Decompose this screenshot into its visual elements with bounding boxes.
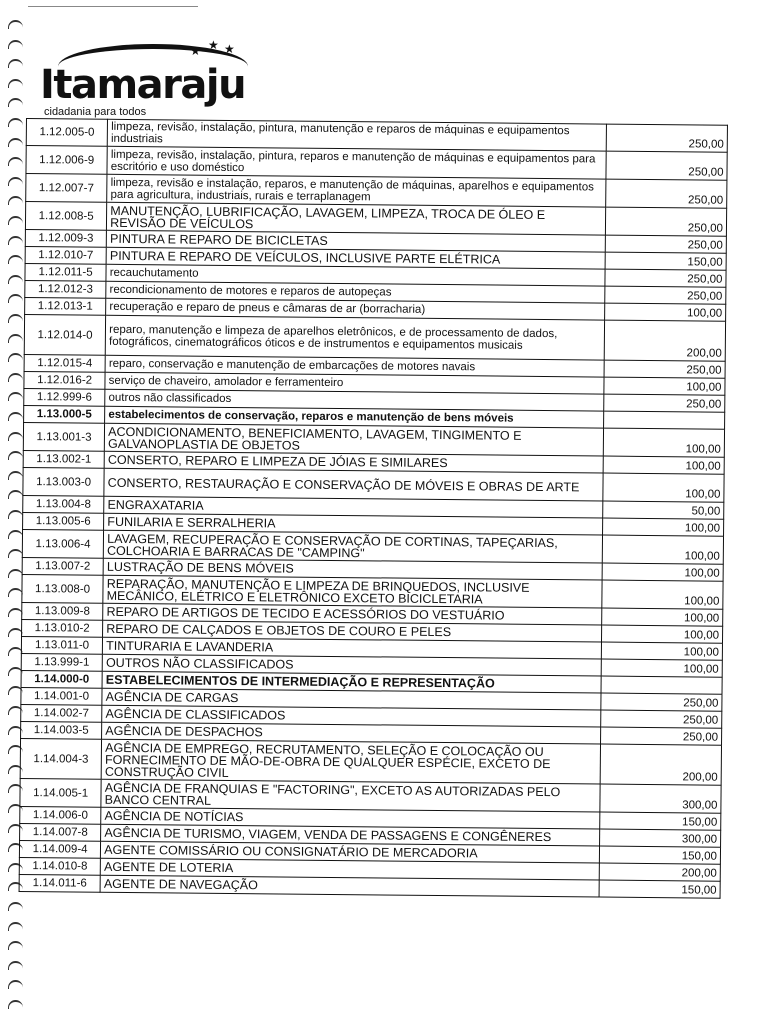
binding-ring [8,40,23,49]
description-cell: PINTURA E REPARO DE VEÍCULOS, INCLUSIVE PARTE ELÉTRICA [106,247,605,269]
description-cell: LAVAGEM, RECUPERAÇÃO E CONSERVAÇÃO DE CORTINAS, TAPEÇARIAS, COLCHOARIA E BARRACAS DE "CAMPING" [103,530,602,563]
value-cell: 100,00 [602,518,724,536]
binding-ring [8,216,23,225]
value-cell: 300,00 [599,829,721,847]
code-cell: 1.13.006-4 [22,529,103,558]
code-cell: 1.14.003-5 [21,721,102,739]
code-cell: 1.14.010-8 [19,857,100,875]
binding-ring [8,530,23,539]
binding-ring [8,549,23,558]
code-cell: 1.14.011-6 [19,874,100,892]
binding-ring [8,177,23,186]
value-cell: 300,00 [600,784,722,813]
code-cell: 1.13.004-8 [23,495,104,513]
value-cell: 100,00 [602,535,724,564]
binding-ring [8,157,23,166]
code-cell: 1.13.007-2 [22,557,103,575]
value-cell: 100,00 [601,580,723,609]
code-cell: 1.14.007-8 [20,823,101,841]
binding-ring [8,1000,23,1009]
description-cell: TINTURARIA E LAVANDERIA [103,637,602,659]
code-cell: 1.12.006-9 [26,146,107,175]
code-cell: 1.12.015-4 [24,354,105,372]
description-cell: AGÊNCIA DE DESPACHOS [102,722,601,744]
table-row [20,738,721,785]
description-cell: CONSERTO, REPARO E LIMPEZA DE JÓIAS E SIMILARES [104,451,603,473]
description-cell: estabelecimentos de conservação, reparos e manutenção de bens móveis [105,406,604,428]
description-cell: AGÊNCIA DE CARGAS [102,688,601,710]
description-cell: OUTROS NÃO CLASSIFICADOS [102,654,601,676]
table-row [24,314,725,361]
binding-ring [8,236,23,245]
code-cell: 1.12.013-1 [25,297,106,315]
description-cell: AGENTE DE NAVEGAÇÃO [100,875,599,897]
code-cell: 1.13.001-3 [23,422,104,451]
value-cell: 200,00 [604,320,726,361]
star-icon: ★ [208,38,219,52]
code-cell: 1.14.000-0 [21,670,102,688]
code-cell: 1.13.999-1 [21,653,102,671]
value-cell: 250,00 [600,710,722,728]
description-cell: recuperação e reparo de pneus e câmaras de ar (borracharia) [106,298,605,320]
description-cell: AGÊNCIA DE EMPREGO, RECRUTAMENTO, SELEÇÃO E COLOCAÇÃO OU FORNECIMENTO DE MÃO-DE-OBRA DE QUALQUER ESPÉCIE, EXCETO DE CONSTRUÇÃO CIVIL [101,739,600,784]
description-cell: limpeza, revisão e instalação, reparos, e manutenção de máquinas, aparelhos e equipamentos para agricultura, industriais, rurais e terraplanagem [107,174,606,207]
code-cell: 1.13.009-8 [22,602,103,620]
binding-ring [8,59,23,68]
value-cell: 150,00 [599,812,721,830]
description-cell: AGENTE COMISSÁRIO OU CONSIGNATÁRIO DE MERCADORIA [101,841,600,863]
description-cell: AGENTE DE LOTERIA [100,858,599,880]
star-icon: ★ [224,42,235,56]
code-cell: 1.12.016-2 [24,371,105,389]
binding-ring [8,20,23,29]
value-cell: 200,00 [599,863,721,881]
value-cell: 250,00 [605,235,727,253]
description-cell: REPARO DE ARTIGOS DE TECIDO E ACESSÓRIOS DO VESTUÁRIO [103,603,602,625]
binding-ring [8,510,23,519]
code-cell: 1.14.004-3 [20,738,102,779]
value-cell: 250,00 [600,693,722,711]
description-cell: limpeza, revisão, instalação, pintura, reparos e manutenção de máquinas e equipamentos para escritório e uso doméstico [107,146,606,179]
code-cell: 1.12.008-5 [25,202,106,231]
binding-ring [8,392,23,401]
value-cell: 100,00 [601,659,723,677]
binding-ring [8,353,23,362]
description-cell: recondicionamento de motores e reparos de autopeças [106,281,605,303]
code-cell: 1.13.010-2 [22,619,103,637]
code-cell: 1.12.009-3 [25,229,106,247]
code-cell: 1.12.010-7 [25,246,106,264]
binding-ring [8,196,23,205]
code-cell: 1.14.005-1 [20,778,101,807]
description-cell: PINTURA E REPARO DE BICICLETAS [106,230,605,252]
binding-ring [8,471,23,480]
code-cell: 1.13.000-5 [24,405,105,423]
value-cell: 100,00 [602,473,724,502]
value-cell: 200,00 [600,744,722,785]
description-cell: AGÊNCIA DE FRANQUIAS E "FACTORING", EXCETO AS AUTORIZADAS PELO BANCO CENTRAL [101,779,600,812]
binding-ring [8,451,23,460]
fee-table [19,118,728,899]
value-cell: 100,00 [603,428,725,457]
code-cell: 1.14.006-0 [20,806,101,824]
binding-ring [8,941,23,950]
value-cell: 150,00 [599,846,721,864]
description-cell: ACONDICIONAMENTO, BENEFICIAMENTO, LAVAGEM, TINGIMENTO E GALVANOPLASTIA DE OBJETOS [105,423,604,456]
description-cell: AGÊNCIA DE TURISMO, VIAGEM, VENDA DE PASSAGENS E CONGÊNERES [101,824,600,846]
description-cell: serviço de chaveiro, amolador e ferramenteiro [105,372,604,394]
description-cell: LUSTRAÇÃO DE BENS MÓVEIS [103,558,602,580]
description-cell: FUNILARIA E SERRALHERIA [104,513,603,535]
logo-tagline: cidadania para todos [44,106,147,118]
value-cell: 250,00 [604,286,726,304]
binding-ring [8,902,23,911]
code-cell: 1.12.999-6 [24,388,105,406]
description-cell: outros não classificados [105,389,604,411]
value-cell: 250,00 [605,207,727,236]
value-cell: 150,00 [599,880,721,898]
description-cell: CONSERTO, RESTAURAÇÃO E CONSERVAÇÃO DE MÓVEIS E OBRAS DE ARTE [104,468,603,501]
binding-ring [8,334,23,343]
code-cell: 1.13.005-6 [23,512,104,530]
value-cell: 50,00 [602,501,724,519]
binding-ring [8,412,23,421]
code-cell: 1.12.005-0 [26,119,107,147]
code-cell: 1.12.011-5 [25,263,106,281]
value-cell: 100,00 [604,303,726,321]
value-cell: 100,00 [601,625,723,643]
value-cell: 250,00 [606,124,728,152]
description-cell: ESTABELECIMENTOS DE INTERMEDIAÇÃO E REPRESENTAÇÃO [102,671,601,693]
binding-ring [8,980,23,989]
value-cell: 250,00 [603,394,725,412]
binding-ring [8,490,23,499]
binding-ring [8,255,23,264]
description-cell: ENGRAXATARIA [104,496,603,518]
value-cell: 250,00 [605,179,727,208]
code-cell: 1.13.008-0 [22,574,103,603]
binding-ring [8,138,23,147]
description-cell: AGÊNCIA DE CLASSIFICADOS [102,705,601,727]
code-cell: 1.12.007-7 [26,174,107,203]
value-cell: 150,00 [605,252,727,270]
municipal-logo [40,40,250,120]
code-cell: 1.14.009-4 [19,840,100,858]
value-cell [603,411,725,429]
description-cell: reparo, manutenção e limpeza de aparelhos eletrônicos, e de processamento de dados, fotográficos, cinematográficos óticos e de instrumentos e equipamentos musicais [105,315,604,360]
fee-table-sheet [19,118,756,899]
description-cell: limpeza, revisão, instalação, pintura, manutenção e reparos de máquinas e equipamentos industriais [107,119,606,151]
code-cell: 1.13.002-1 [23,450,104,468]
binding-ring [8,118,23,127]
binding-ring [8,961,23,970]
code-cell: 1.14.002-7 [21,704,102,722]
value-cell: 100,00 [601,642,723,660]
value-cell [601,676,723,694]
binding-ring [8,922,23,931]
code-cell: 1.14.001-0 [21,687,102,705]
star-icon: ★ [190,44,201,58]
description-cell: REPARAÇÃO, MANUTENÇÃO E LIMPEZA DE BRINQUEDOS, INCLUSIVE MECÂNICO, ELÉTRICO E ELETRÔNICO EXCETO BICICLETARIA [103,575,602,608]
value-cell: 100,00 [601,608,723,626]
description-cell: AGÊNCIA DE NOTÍCIAS [101,807,600,829]
binding-ring [8,432,23,441]
scan-top-edge [28,6,198,8]
binding-ring [8,275,23,284]
value-cell: 250,00 [605,269,727,287]
description-cell: REPARO DE CALÇADOS E OBJETOS DE COURO E PELES [103,620,602,642]
value-cell: 100,00 [603,456,725,474]
binding-ring [8,373,23,382]
description-cell: MANUTENÇÃO, LUBRIFICAÇÃO, LAVAGEM, LIMPEZA, TROCA DE ÓLEO E REVISÃO DE VEÍCULOS [107,202,606,235]
description-cell: reparo, conservação e manutenção de embarcações de motores navais [105,355,604,377]
value-cell: 100,00 [604,377,726,395]
code-cell: 1.13.003-0 [23,467,104,496]
binding-ring [8,98,23,107]
value-cell: 250,00 [604,360,726,378]
binding-ring [8,314,23,323]
description-cell: recauchutamento [106,264,605,286]
value-cell: 100,00 [602,563,724,581]
binding-ring [8,294,23,303]
code-cell: 1.12.014-0 [24,314,106,355]
value-cell: 250,00 [600,727,722,745]
binding-ring [8,79,23,88]
value-cell: 250,00 [606,151,728,180]
logo-brand: Itamaraju [40,62,246,108]
code-cell: 1.13.011-0 [21,636,102,654]
code-cell: 1.12.012-3 [25,280,106,298]
